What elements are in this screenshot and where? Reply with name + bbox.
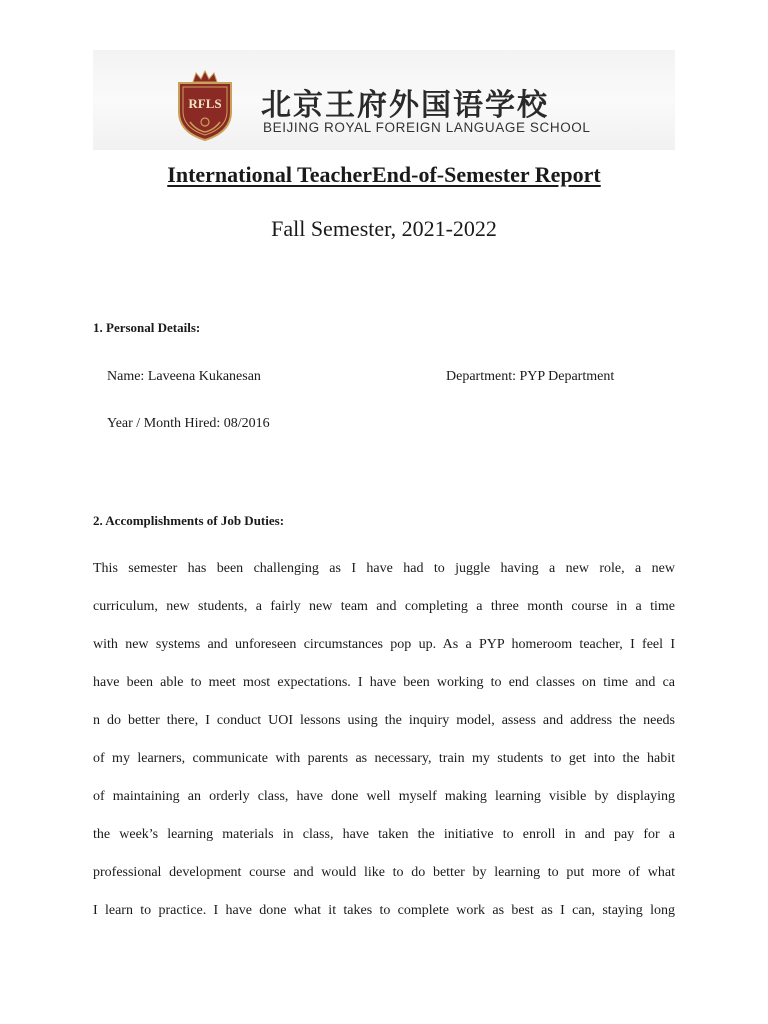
school-name-english: BEIJING ROYAL FOREIGN LANGUAGE SCHOOL	[263, 120, 591, 135]
report-subtitle: Fall Semester, 2021-2022	[271, 216, 497, 241]
paragraph-line: professional development course and would like to do better by learning to put more of what	[93, 865, 675, 880]
school-crest-logo	[176, 70, 234, 142]
personal-details-heading: 1. Personal Details:	[93, 320, 201, 335]
school-name-chinese: 北京王府外国语学校	[261, 88, 549, 123]
paragraph-line: the week’s learning materials in class, have taken the initiative to enroll in and pay for a	[93, 827, 675, 842]
teacher-department: Department: PYP Department	[446, 369, 615, 384]
logo-lettering: RFLS	[188, 96, 222, 111]
accomplishments-heading: 2. Accomplishments of Job Duties:	[93, 513, 285, 528]
accomplishments-paragraph	[93, 555, 675, 935]
report-title: International TeacherEnd-of-Semester Report	[167, 162, 601, 187]
paragraph-line: with new systems and unforeseen circumstances pop up. As a PYP homeroom teacher, I feel I	[93, 637, 675, 652]
paragraph-line: This semester has been challenging as I have had to juggle having a new role, a new	[93, 561, 675, 576]
teacher-name: Name: Laveena Kukanesan	[107, 369, 261, 384]
paragraph-line: have been able to meet most expectations. I have been working to end classes on time and ca	[93, 675, 675, 690]
paragraph-line: of my learners, communicate with parents as necessary, train my students to get into the habit	[93, 751, 675, 766]
paragraph-line: I learn to practice. I have done what it takes to complete work as best as I can, staying long	[93, 903, 675, 918]
paragraph-line: n do better there, I conduct UOI lessons using the inquiry model, assess and address the needs	[93, 713, 675, 728]
hire-date: Year / Month Hired: 08/2016	[107, 416, 270, 431]
paragraph-line: of maintaining an orderly class, have done well myself making learning visible by displaying	[93, 789, 675, 804]
school-header-banner	[93, 50, 675, 150]
paragraph-line: curriculum, new students, a fairly new team and completing a three month course in a time	[93, 599, 675, 614]
